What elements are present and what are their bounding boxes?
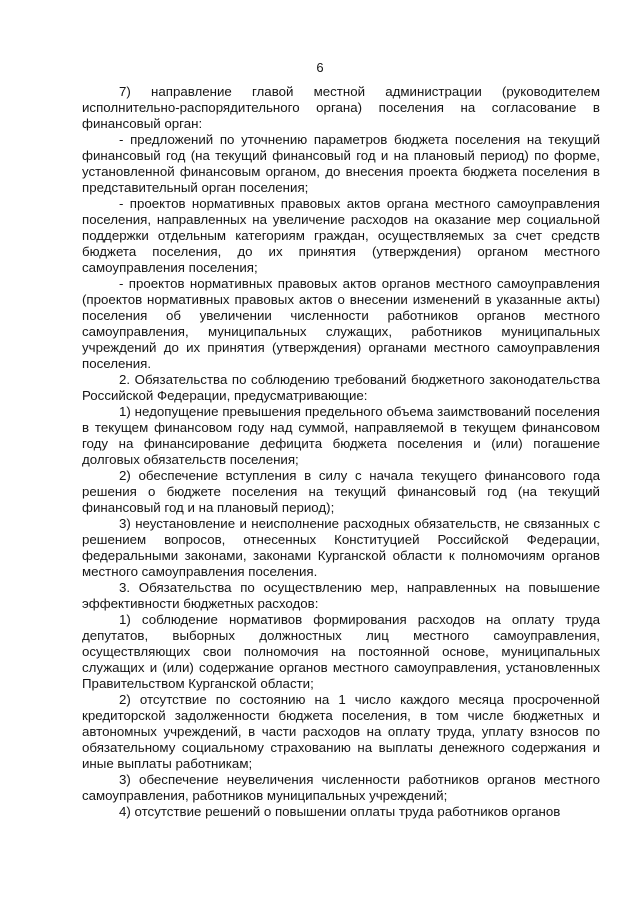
paragraph: 2. Обязательства по соблюдению требований бюджетного законодательства Российской Федерации, предусматривающие: [82, 372, 600, 403]
paragraph: 3) неустановление и неисполнение расходных обязательств, не связанных с решением вопросов, отнесенных Конституцией Российской Федерации, федеральными законами, законами Курганской области к полномочиям органов местного самоуправления поселения. [82, 516, 600, 579]
paragraph: - проектов нормативных правовых актов органов местного самоуправления (проектов нормативных правовых актов о внесении изменений в указанные акты) поселения об увеличении численности работников органов местного самоуправления, муниципальных служащих, работников муниципальных учреждений до их принятия (утверждения) органами местного самоуправления поселения. [82, 276, 600, 371]
paragraph: 2) обеспечение вступления в силу с начала текущего финансового года решения о бюджете поселения на текущий финансовый год (на текущий финансовый год и на плановый период); [82, 468, 600, 515]
paragraph: 2) отсутствие по состоянию на 1 число каждого месяца просроченной кредиторской задолженности бюджета поселения, в том числе бюджетных и автономных учреждений, в части расходов на оплату труда, уплату взносов по обязательному социальному страхованию на выплаты денежного содержания и иные выплаты работникам; [82, 692, 600, 771]
paragraph: 3. Обязательства по осуществлению мер, направленных на повышение эффективности бюджетных расходов: [82, 580, 600, 611]
page-number: 6 [316, 60, 324, 75]
paragraph: 4) отсутствие решений о повышении оплаты труда работников органов [119, 804, 561, 819]
paragraph: - предложений по уточнению параметров бюджета поселения на текущий финансовый год (на текущий финансовый год и на плановый период) по форме, установленной финансовым органом, до внесения проекта бюджета поселения в представительный орган поселения; [82, 132, 600, 195]
paragraph: 1) соблюдение нормативов формирования расходов на оплату труда депутатов, выборных должностных лиц местного самоуправления, осуществляющих свои полномочия на постоянной основе, муниципальных служащих и (или) содержание органов местного самоуправления, установленных Правительством Курганской области; [82, 612, 600, 691]
paragraph: 1) недопущение превышения предельного объема заимствований поселения в текущем финансовом году над суммой, направляемой в текущем финансовом году на финансирование дефицита бюджета поселения и (или) погашение долговых обязательств поселения; [82, 404, 600, 467]
paragraph: 7) направление главой местной администрации (руководителем исполнительно-распорядительного органа) поселения на согласование в финансовый орган: [82, 84, 600, 131]
paragraph: - проектов нормативных правовых актов органа местного самоуправления поселения, направленных на увеличение расходов на оказание мер социальной поддержки отдельным категориям граждан, осуществляемых за счет средств бюджета поселения, до их принятия (утверждения) органом местного самоуправления поселения; [82, 196, 600, 275]
paragraph: 3) обеспечение неувеличения численности работников органов местного самоуправления, работников муниципальных учреждений; [82, 772, 600, 803]
document-body [82, 84, 600, 820]
